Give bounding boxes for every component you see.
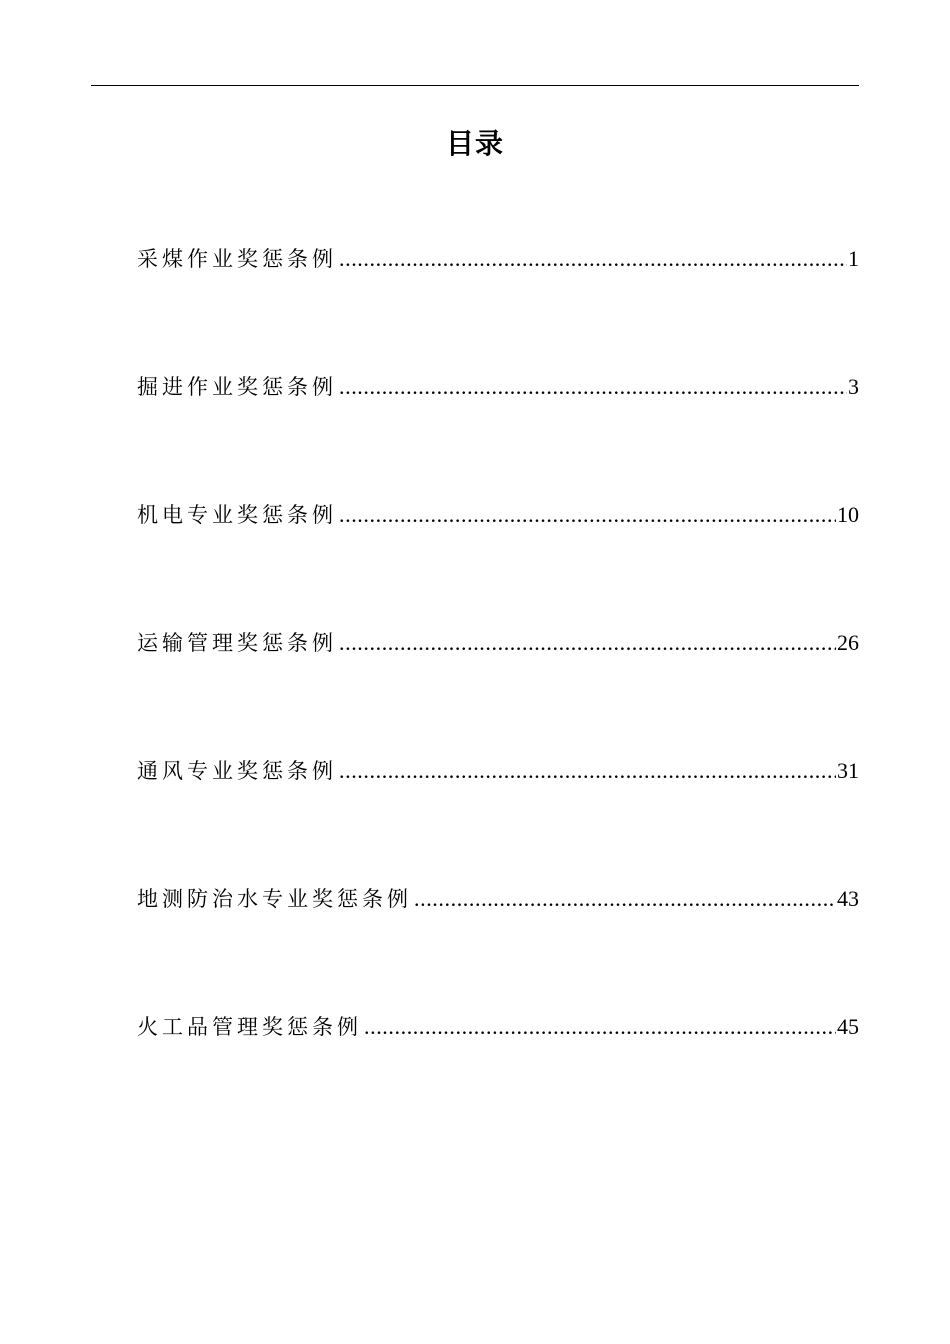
toc-entry-label: 地测防治水专业奖惩条例 xyxy=(137,887,412,911)
header-rule xyxy=(91,85,859,86)
toc-entry[interactable] xyxy=(137,368,859,496)
toc-dot-leader xyxy=(339,752,836,790)
toc-dot-leader xyxy=(339,368,847,406)
toc-entry-label: 火工品管理奖惩条例 xyxy=(137,1015,362,1039)
toc-dot-leader xyxy=(339,240,847,278)
toc-entry-page-number: 31 xyxy=(837,758,859,783)
table-of-contents xyxy=(137,240,859,1136)
page-title: 目录 xyxy=(445,127,504,160)
toc-entry-label: 机电专业奖惩条例 xyxy=(137,503,337,527)
toc-entry-page-number: 26 xyxy=(837,630,859,655)
toc-entry-page-number: 43 xyxy=(837,886,859,911)
toc-entry[interactable] xyxy=(137,880,859,1008)
toc-dot-leader xyxy=(364,1008,836,1046)
toc-entry[interactable] xyxy=(137,240,859,368)
toc-entry-label: 运输管理奖惩条例 xyxy=(137,631,337,655)
toc-entry[interactable] xyxy=(137,496,859,624)
toc-dot-leader xyxy=(339,624,836,662)
toc-entry[interactable] xyxy=(137,1008,859,1136)
toc-entry-page-number: 10 xyxy=(837,502,859,527)
toc-dot-leader xyxy=(339,496,836,534)
toc-entry[interactable] xyxy=(137,752,859,880)
toc-entry-page-number: 3 xyxy=(848,374,859,399)
toc-entry-page-number: 45 xyxy=(837,1014,859,1039)
toc-entry[interactable] xyxy=(137,624,859,752)
toc-entry-label: 掘进作业奖惩条例 xyxy=(137,375,337,399)
toc-dot-leader xyxy=(414,880,836,918)
toc-entry-page-number: 1 xyxy=(848,246,859,271)
toc-entry-label: 通风专业奖惩条例 xyxy=(137,759,337,783)
toc-entry-label: 采煤作业奖惩条例 xyxy=(137,247,337,271)
